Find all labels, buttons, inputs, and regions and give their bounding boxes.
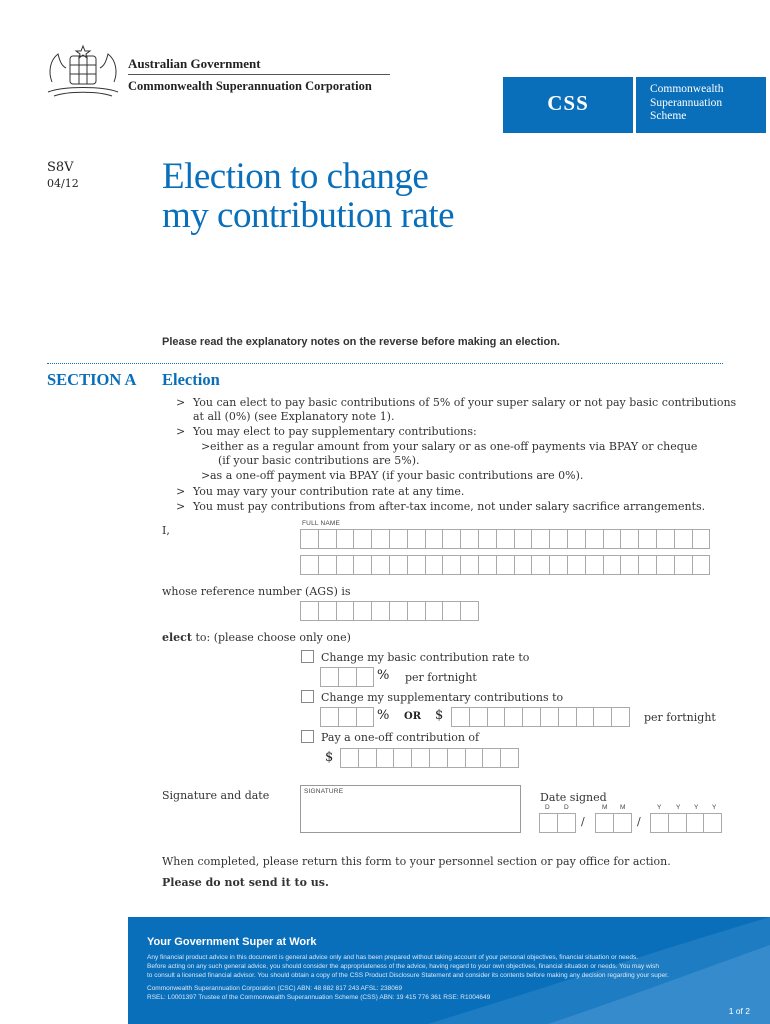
date-letter: M (620, 804, 626, 811)
option-supplementary-label: Change my supplementary contributions to (321, 691, 564, 704)
bullet-text: You may elect to pay supplementary contributions: (193, 425, 477, 438)
supplementary-amount-field[interactable] (451, 707, 629, 727)
date-letter: Y (657, 804, 662, 811)
date-signed-label: Date signed (540, 791, 607, 804)
bullet-text: You can elect to pay basic contributions of 5% of your super salary or not pay basic contributions (193, 396, 737, 409)
date-day-field[interactable] (539, 813, 575, 833)
logo-divider (634, 77, 635, 133)
footer-rsel: RSEL: L0001397 Trustee of the Commonwealth Superannuation Scheme (CSS) ABN: 19 415 776 361 RSE: R1004649 (147, 994, 491, 1001)
full-name-label: FULL NAME (302, 520, 341, 527)
bullet-text: You must pay contributions from after-tax income, not under salary sacrifice arrangements. (193, 500, 706, 513)
reference-label: whose reference number (AGS) is (162, 585, 351, 598)
page-number: 1 of 2 (728, 1006, 750, 1016)
corporation-name: Commonwealth Superannuation Corporation (128, 79, 372, 93)
sub-bullet-text: (if your basic contributions are 5%). (218, 454, 420, 467)
reference-number-field[interactable] (300, 601, 478, 621)
option-supplementary-checkbox[interactable] (301, 690, 314, 703)
date-slash: / (637, 815, 641, 828)
form-code: S8V (47, 160, 74, 175)
footer-disclaimer: Before acting on any such general advice, you should consider the appropriateness of the advice, having regard to your own objectives, financial situation or needs. You may wish (147, 963, 660, 970)
option-basic-rate-label: Change my basic contribution rate to (321, 651, 530, 664)
dollar-sign: $ (325, 750, 334, 765)
bullet-marker: > (176, 396, 186, 409)
date-letter: Y (694, 804, 699, 811)
one-off-amount-field[interactable] (340, 748, 518, 768)
percent-sign: % (377, 708, 390, 723)
basic-rate-field[interactable] (320, 667, 373, 687)
section-divider (47, 363, 723, 364)
percent-sign: % (377, 668, 390, 683)
full-name-field-line1[interactable] (300, 529, 709, 549)
per-fortnight-label: per fortnight (405, 671, 477, 684)
elect-instruction: elect to: (please choose only one) (162, 631, 351, 644)
dollar-sign: $ (435, 708, 444, 723)
section-title: Election (162, 370, 220, 389)
or-label: OR (404, 711, 422, 722)
bullet-text: at all (0%) (see Explanatory note 1). (193, 410, 395, 423)
signature-date-label: Signature and date (162, 789, 270, 802)
page-title: Election to change my contribution rate (162, 156, 455, 236)
return-instruction: When completed, please return this form to your personnel section or pay office for action. (162, 855, 671, 868)
date-letter: D (564, 804, 569, 811)
date-letter: Y (676, 804, 681, 811)
coat-of-arms-icon (44, 42, 122, 100)
bullet-marker: > (176, 485, 186, 498)
date-letter: D (545, 804, 550, 811)
footer-disclaimer: to consult a licensed financial advisor. You should obtain a copy of the CSS Product Disclosure Statement and consider its contents before making any decision regarding your super. (147, 972, 669, 979)
signature-label: SIGNATURE (304, 788, 344, 795)
date-letter: Y (712, 804, 717, 811)
sub-bullet-marker: > (201, 469, 211, 482)
option-one-off-label: Pay a one-off contribution of (321, 731, 480, 744)
form-date: 04/12 (47, 177, 79, 190)
date-month-field[interactable] (595, 813, 631, 833)
css-logo: CSS (547, 91, 589, 115)
option-one-off-checkbox[interactable] (301, 730, 314, 743)
header-rule (128, 74, 390, 75)
do-not-send-note: Please do not send it to us. (162, 876, 329, 889)
footer-abn: Commonwealth Superannuation Corporation (CSC) ABN: 48 882 817 243 AFSL: 238069 (147, 985, 403, 992)
supplementary-percent-field[interactable] (320, 707, 373, 727)
per-fortnight-label: per fortnight (644, 711, 716, 724)
date-slash: / (581, 815, 585, 828)
section-label: SECTION A (47, 370, 137, 389)
bullet-marker: > (176, 425, 186, 438)
i-label: I, (162, 524, 170, 537)
date-year-field[interactable] (650, 813, 721, 833)
full-name-field-line2[interactable] (300, 555, 709, 575)
footer-disclaimer: Any financial product advice in this document is general advice only and has been prepared without taking account of your personal objectives, financial situation or needs. (147, 954, 639, 961)
government-name: Australian Government (128, 56, 261, 71)
sub-bullet-text: as a one-off payment via BPAY (if your basic contributions are 0%). (210, 469, 584, 482)
read-notes-instruction: Please read the explanatory notes on the reverse before making an election. (162, 336, 560, 348)
option-basic-rate-checkbox[interactable] (301, 650, 314, 663)
date-letter: M (602, 804, 608, 811)
sub-bullet-text: either as a regular amount from your salary or as one-off payments via BPAY or cheque (210, 440, 698, 453)
sub-bullet-marker: > (201, 440, 211, 453)
bullet-text: You may vary your contribution rate at any time. (193, 485, 465, 498)
bullet-marker: > (176, 500, 186, 513)
scheme-name: Commonwealth Superannuation Scheme (650, 83, 724, 122)
footer-title: Your Government Super at Work (147, 936, 317, 948)
